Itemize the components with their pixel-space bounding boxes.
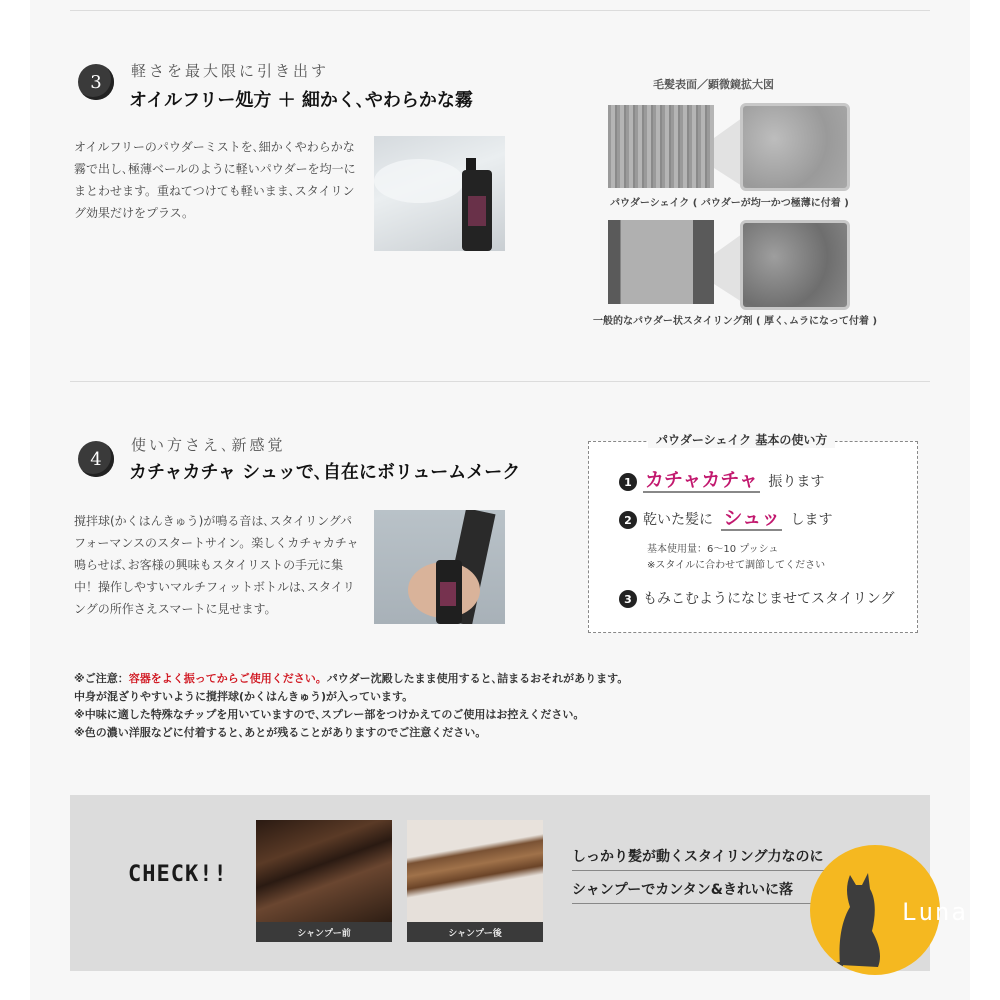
step-2-text <box>643 503 833 530</box>
step-1-emphasis: カチャカチャ <box>645 469 758 491</box>
step-2-note-2: ※スタイルに合わせて調節してください <box>647 560 826 571</box>
hair-before-shampoo-photo <box>256 820 392 922</box>
step-1-text <box>643 465 824 492</box>
section-3-number: 3 <box>90 71 102 93</box>
step-2-prefix: 乾いた髪に <box>643 512 713 528</box>
zoom-image-powder-shake <box>740 103 850 191</box>
check-line-1: しっかり髪が動くスタイリング力なのに <box>572 849 824 865</box>
luna-watermark-text: Luna <box>902 898 968 926</box>
step-2-number: 2 <box>619 511 637 529</box>
step-3-number: 3 <box>619 590 637 608</box>
caption-general-powder: 一般的なパウダー状スタイリング剤 ( 厚く､ムラになって付着 ) <box>593 316 878 327</box>
section-3-number-badge <box>78 64 114 100</box>
hand-holding-bottle-photo <box>374 510 505 624</box>
caution-line-3: ※中味に適した特殊なチップを用いていますので､スプレー部をつけかえてのご使用はお控えください。 <box>74 708 585 721</box>
step-3-text: もみこむようになじませてスタイリング <box>643 591 895 607</box>
step-2-rest: します <box>790 512 833 528</box>
mist-spray-photo <box>374 136 505 251</box>
diagram-title: 毛髪表面／顕微鏡拡大図 <box>653 78 774 91</box>
caution-line-1 <box>74 670 628 688</box>
step-1-number: 1 <box>619 473 637 491</box>
section-4-body: 撹拌球(かくはんきゅう)が鳴る音は､スタイリングパフォーマンスのスタートサイン。楽しくカチャカチャ鳴らせば､お客様の興味もスタイリストの手元に集中！操作しやすいマルチフィットボトルは､スタイリングの所作さえスマートに見せます。 <box>74 514 359 616</box>
section-3-body: オイルフリーのパウダーミストを､細かくやわらかな霧で出し､極薄ベールのように軽いパウダーを均一にまとわせます。重ねてつけても軽いまま､スタイリング効果だけをプラス。 <box>74 140 356 220</box>
caption-before-shampoo: シャンプー前 <box>256 922 392 942</box>
step-2-note-1: 基本使用量：6〜10 プッシュ <box>647 544 779 555</box>
spray-bottle-illustration <box>374 136 505 251</box>
hand-bottle-illustration <box>374 510 505 624</box>
caption-after-shampoo: シャンプー後 <box>407 922 543 942</box>
micro-image-powder-shake <box>608 105 714 188</box>
section-3-eyebrow: 軽さを最大限に引き出す <box>131 62 330 80</box>
caution-prefix: ※ご注意： <box>74 672 129 685</box>
check-line-2: シャンプーでカンタン&きれいに落 <box>572 882 793 898</box>
step-1-rest: 振ります <box>768 474 825 490</box>
caution-line-2: 中身が混ざりやすいように撹拌球(かくはんきゅう)が入っています。 <box>74 690 414 703</box>
section-4-number-badge <box>78 441 114 477</box>
caution-line-1-rest: パウダー沈殿したまま使用すると､詰まるおそれがあります。 <box>326 672 629 685</box>
section-4-eyebrow: 使い方さえ､新感覚 <box>131 436 286 454</box>
divider-middle <box>70 381 930 382</box>
hair-after-shampoo-photo <box>407 820 543 922</box>
zoom-image-general-powder <box>740 220 850 310</box>
step-2-emphasis: シュッ <box>723 507 781 529</box>
section-3-headline: オイルフリー処方 ＋ 細かく､やわらかな霧 <box>129 90 473 111</box>
section-4-number: 4 <box>90 448 102 470</box>
micro-image-general-powder <box>608 220 714 304</box>
check-label: CHECK!! <box>128 862 228 887</box>
howto-title: パウダーシェイク 基本の使い方 <box>648 431 835 448</box>
divider-top <box>70 10 930 11</box>
caption-powder-shake: パウダーシェイク ( パウダーが均一かつ極薄に付着 ) <box>610 198 849 209</box>
caution-line-4: ※色の濃い洋服などに付着すると､あとが残ることがありますのでご注意ください。 <box>74 726 487 739</box>
caution-notes <box>74 670 628 742</box>
caution-red-text: 容器をよく振ってからご使用ください。 <box>128 672 327 685</box>
section-4-headline: カチャカチャ シュッで､自在にボリュームメーク <box>129 462 521 483</box>
